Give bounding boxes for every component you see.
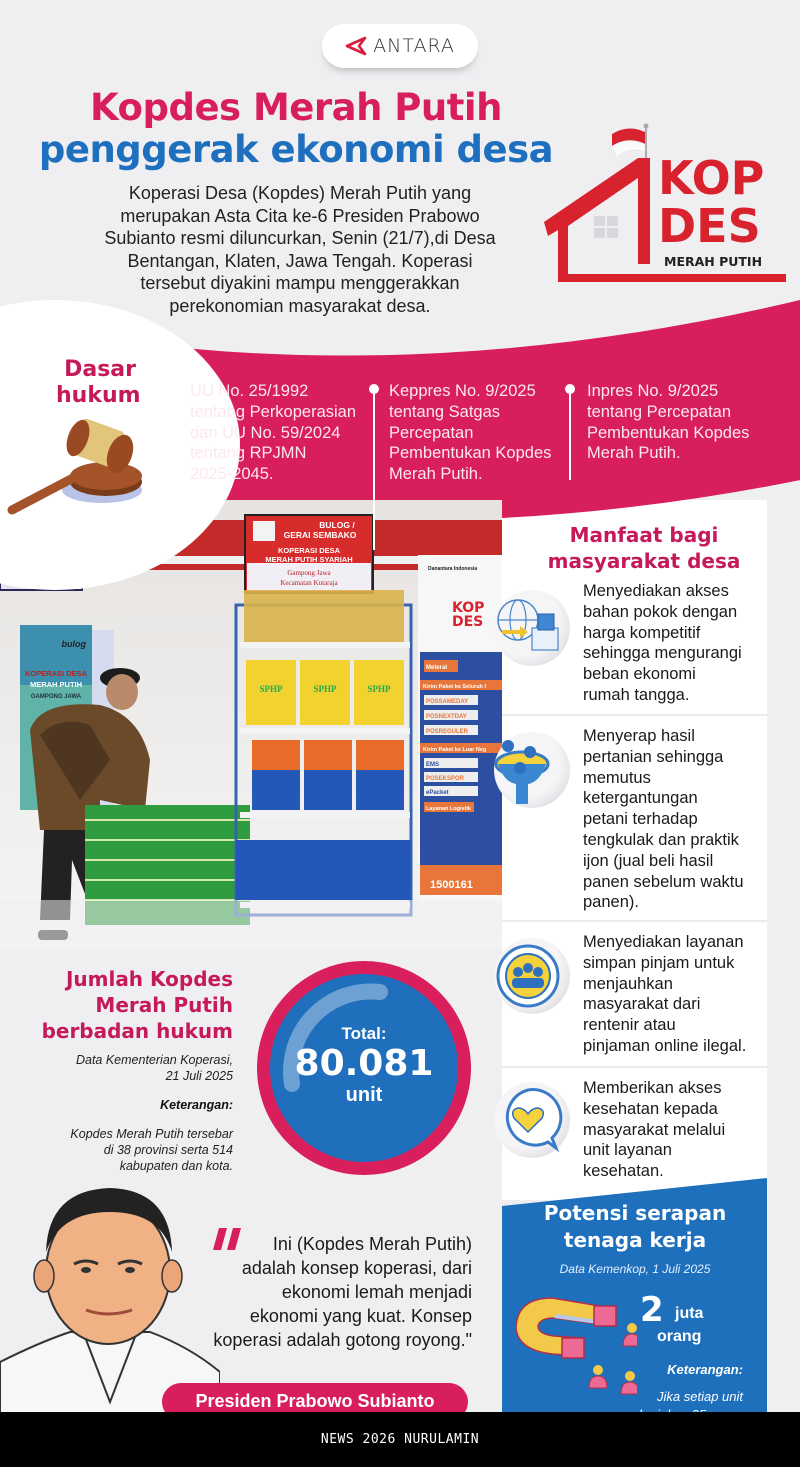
benefit-line: menjauhkan bbox=[583, 974, 673, 993]
law-line: Merah Putih. bbox=[587, 444, 681, 463]
intro-paragraph bbox=[95, 182, 505, 317]
svg-text:MERAH PUTIH: MERAH PUTIH bbox=[664, 254, 763, 269]
benefit-line: pinjaman online ilegal. bbox=[583, 1036, 747, 1055]
law-line: tentang Percepatan bbox=[587, 402, 732, 421]
law-line: tentang Perkoperasian bbox=[190, 402, 357, 421]
law-line: dan UU No. 59/2024 bbox=[190, 423, 341, 442]
keterangan-text bbox=[40, 1126, 233, 1174]
benefit-line: beban ekonomi bbox=[583, 665, 696, 684]
svg-text:SPHP: SPHP bbox=[259, 684, 283, 694]
law-line: tentang RPJMN bbox=[190, 444, 307, 463]
benefit-line: kesehatan. bbox=[583, 1162, 664, 1181]
benefit-line: pertanian sehingga bbox=[583, 747, 724, 766]
svg-text:KOP: KOP bbox=[452, 600, 485, 616]
benefit-line: petani terhadap bbox=[583, 810, 698, 829]
keterangan-line: kabupaten dan kota. bbox=[119, 1159, 233, 1173]
svg-text:Kecamatan Kutaraja: Kecamatan Kutaraja bbox=[280, 579, 338, 587]
heading-line: Dasar bbox=[64, 357, 136, 382]
page-title-line2: penggerak ekonomi desa bbox=[38, 128, 554, 171]
benefit-text bbox=[583, 581, 763, 706]
quote-line: Ini (Kopdes Merah Putih) bbox=[272, 1234, 472, 1254]
law-line: UU No. 25/1992 bbox=[190, 382, 309, 400]
manfaat-title bbox=[520, 522, 768, 574]
speaker-name: Presiden Prabowo Subianto bbox=[162, 1383, 468, 1421]
potensi-keterangan-label: Keterangan: bbox=[667, 1362, 743, 1377]
benefit-line: ijon (jual beli hasil bbox=[583, 851, 714, 870]
antara-logo bbox=[322, 24, 478, 68]
benefit-line: harga kompetitif bbox=[583, 623, 701, 642]
svg-text:Layanan Logistik: Layanan Logistik bbox=[426, 806, 471, 812]
svg-text:KOPERASI DESA: KOPERASI DESA bbox=[24, 669, 88, 678]
intro-line: merupakan Asta Cita ke-6 Presiden Prabowo bbox=[120, 205, 480, 226]
benefit-line: kesehatan kepada bbox=[583, 1099, 718, 1118]
law-item-inpres bbox=[587, 381, 777, 464]
svg-text:MERAH PUTIH: MERAH PUTIH bbox=[29, 680, 83, 689]
heading-line: hukum bbox=[56, 383, 141, 408]
benefit-text bbox=[583, 932, 763, 1057]
law-item-uu bbox=[190, 381, 370, 485]
total-badge bbox=[270, 974, 458, 1162]
people-cycle-icon bbox=[494, 938, 570, 1014]
benefit-line: unit layanan bbox=[583, 1141, 672, 1160]
heading-line: Potensi serapan bbox=[543, 1201, 727, 1225]
benefit-line: panen). bbox=[583, 893, 639, 912]
svg-text:SPHP: SPHP bbox=[367, 684, 391, 694]
potensi-title bbox=[510, 1200, 760, 1254]
antara-mark-icon bbox=[345, 36, 367, 56]
benefit-text bbox=[583, 726, 763, 913]
globe-box-icon bbox=[494, 590, 570, 666]
law-line: tentang Satgas bbox=[389, 402, 501, 421]
svg-text:Danantara Indonesia: Danantara Indonesia bbox=[428, 566, 478, 572]
heading-line: Manfaat bagi bbox=[569, 523, 719, 547]
law-line: 2025-2045. bbox=[190, 465, 274, 484]
heading-line: Merah Putih bbox=[95, 993, 233, 1017]
benefit-line: masyarakat dari bbox=[583, 995, 701, 1014]
total-label: Total: bbox=[341, 1023, 387, 1043]
quote-line: ekonomi lemah menjadi bbox=[281, 1282, 472, 1302]
law-line: Keppres No. 9/2025 bbox=[389, 382, 536, 400]
heart-chat-icon bbox=[494, 1082, 570, 1158]
svg-text:Kirim Paket ke Seluruh I: Kirim Paket ke Seluruh I bbox=[423, 684, 486, 690]
keterangan-line: Jika setiap unit bbox=[657, 1389, 743, 1404]
law-line: Pembentukan Kopdes bbox=[587, 423, 750, 442]
svg-text:1500161: 1500161 bbox=[430, 879, 473, 891]
benefit-line: simpan pinjam untuk bbox=[583, 953, 735, 972]
law-line: Inpres No. 9/2025 bbox=[587, 382, 719, 400]
benefit-line: panen sebelum waktu bbox=[583, 872, 744, 891]
svg-text:MERAH PUTIH SYARIAH: MERAH PUTIH SYARIAH bbox=[265, 555, 353, 564]
heading-line: masyarakat desa bbox=[547, 549, 741, 573]
magnet-people-icon bbox=[512, 1288, 637, 1403]
svg-text:bulog: bulog bbox=[61, 639, 86, 649]
svg-text:ePacket: ePacket bbox=[426, 790, 449, 796]
benefit-line: bahan pokok dengan bbox=[583, 602, 738, 621]
law-line: Percepatan bbox=[389, 423, 474, 442]
svg-text:POSEKSPOR: POSEKSPOR bbox=[426, 776, 465, 782]
quote-line: koperasi adalah gotong royong." bbox=[213, 1330, 472, 1350]
intro-line: perekonomian masyarakat desa. bbox=[169, 295, 431, 316]
svg-text:SPHP: SPHP bbox=[313, 684, 337, 694]
intro-line: Subianto resmi diluncurkan, Senin (21/7),di Desa bbox=[104, 228, 496, 248]
intro-line: Bentangan, Klaten, Jawa Tengah. Koperasi bbox=[127, 250, 473, 271]
footer-bar bbox=[0, 1412, 800, 1467]
quote-line: ekonomi yang kuat. Konsep bbox=[249, 1306, 472, 1326]
svg-text:BULOG /: BULOG / bbox=[319, 520, 355, 530]
benefit-line: Menyediakan layanan bbox=[583, 933, 744, 951]
svg-text:POSSAMEDAY: POSSAMEDAY bbox=[426, 699, 469, 705]
potensi-value: 2 bbox=[640, 1290, 664, 1330]
svg-text:KOPERASI DESA: KOPERASI DESA bbox=[277, 546, 341, 555]
keterangan-line: Kopdes Merah Putih tersebar bbox=[70, 1127, 233, 1141]
heading-line: tenaga kerja bbox=[563, 1228, 707, 1252]
svg-text:EMS: EMS bbox=[426, 762, 440, 768]
quote-line: adalah konsep koperasi, dari bbox=[241, 1258, 472, 1278]
benefit-text bbox=[583, 1078, 763, 1182]
kopdes-merah-putih-logo bbox=[538, 118, 800, 288]
benefit-line: masyarakat melalui bbox=[583, 1120, 726, 1139]
heading-line: Jumlah Kopdes bbox=[65, 967, 233, 991]
page-title-line1: Kopdes Merah Putih bbox=[90, 86, 502, 129]
benefit-line: ketergantungan bbox=[583, 789, 698, 808]
svg-text:DES: DES bbox=[658, 199, 761, 253]
keterangan-line: di 38 provinsi serta 514 bbox=[103, 1143, 233, 1157]
benefit-line: Memberikan akses bbox=[583, 1079, 722, 1097]
intro-line: Koperasi Desa (Kopdes) Merah Putih yang bbox=[128, 183, 472, 203]
footer-text: NEWS 2026 NURULAMIN bbox=[320, 1432, 480, 1447]
quote-text bbox=[185, 1232, 472, 1352]
source-line: 21 Juli 2025 bbox=[165, 1069, 233, 1083]
svg-text:Gampong Jawa: Gampong Jawa bbox=[287, 569, 331, 577]
svg-text:Kirim Paket ke Luar Neg: Kirim Paket ke Luar Neg bbox=[423, 747, 487, 753]
svg-text:POSREGULER: POSREGULER bbox=[426, 729, 469, 735]
timeline-line bbox=[373, 390, 375, 550]
dasar-hukum-title bbox=[56, 357, 141, 409]
benefit-line: sehingga mengurangi bbox=[583, 644, 742, 663]
jumlah-title bbox=[40, 966, 233, 1044]
band-curve bbox=[502, 480, 800, 520]
potensi-source: Data Kemenkop, 1 Juli 2025 bbox=[559, 1262, 711, 1276]
potensi-unit: juta bbox=[675, 1305, 704, 1322]
law-line: Pembentukan Kopdes bbox=[389, 444, 552, 463]
svg-text:POSNEXTDAY: POSNEXTDAY bbox=[426, 714, 467, 720]
svg-text:DES: DES bbox=[452, 614, 484, 630]
benefit-line: rentenir atau bbox=[583, 1016, 676, 1035]
svg-text:KOP: KOP bbox=[658, 151, 765, 205]
gavel-icon bbox=[2, 412, 147, 517]
publisher-name: ANTARA bbox=[373, 35, 455, 57]
benefit-line: rumah tangga. bbox=[583, 685, 690, 704]
benefit-line: tengkulak dan praktik bbox=[583, 830, 739, 849]
keterangan-label: Keterangan: bbox=[160, 1098, 233, 1112]
benefit-line: Menyerap hasil bbox=[583, 727, 695, 745]
svg-text:Meteral: Meteral bbox=[426, 665, 448, 671]
svg-text:GERAI SEMBAKO: GERAI SEMBAKO bbox=[283, 530, 357, 540]
heading-line: berbadan hukum bbox=[41, 1019, 233, 1043]
law-item-keppres bbox=[389, 381, 569, 485]
source-line: Data Kementerian Koperasi, bbox=[75, 1053, 233, 1067]
total-unit: unit bbox=[345, 1083, 383, 1106]
svg-text:GAMPONG JAWA: GAMPONG JAWA bbox=[30, 694, 82, 700]
funnel-people-icon bbox=[494, 732, 570, 808]
benefit-line: memutus bbox=[583, 768, 651, 787]
intro-line: tersebut diyakini mampu menggerakkan bbox=[140, 273, 460, 293]
potensi-unit: orang bbox=[657, 1328, 702, 1345]
benefit-line: Menyediakan akses bbox=[583, 582, 729, 600]
law-line: Merah Putih. bbox=[389, 465, 483, 484]
total-value: 80.081 bbox=[294, 1042, 434, 1084]
jumlah-source bbox=[40, 1052, 233, 1084]
